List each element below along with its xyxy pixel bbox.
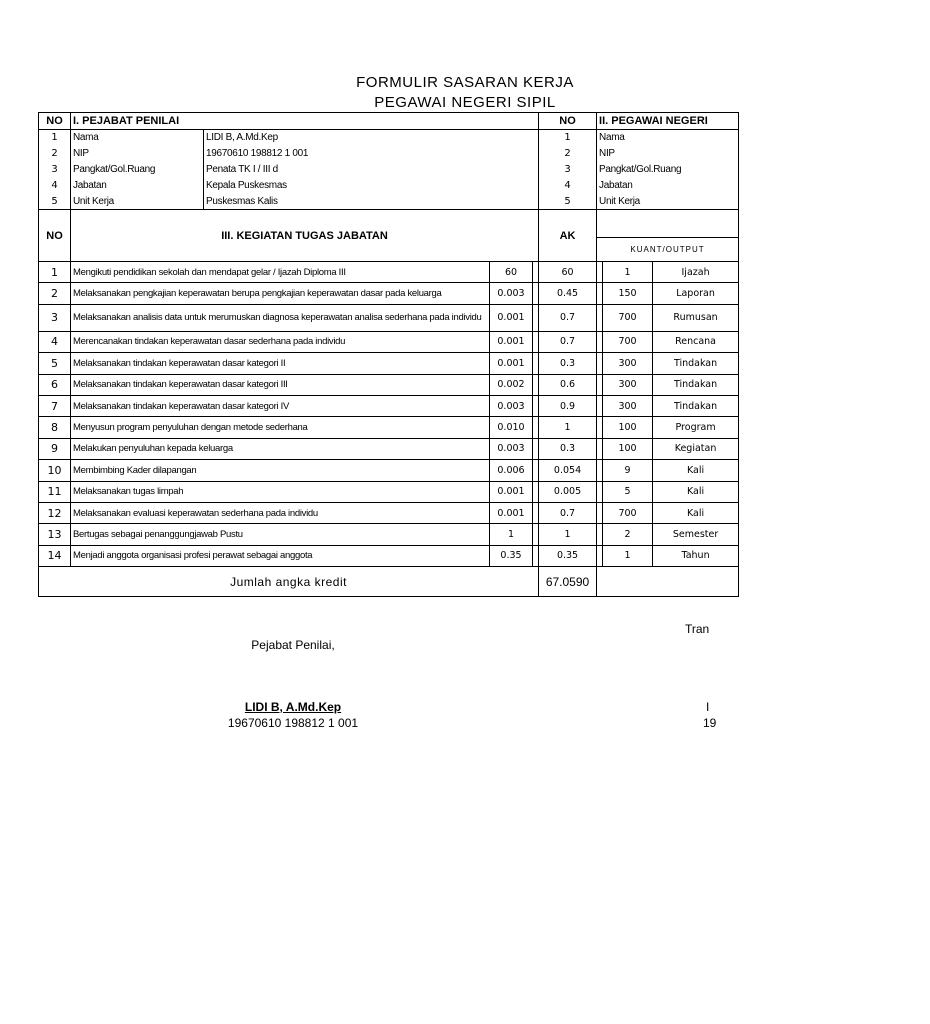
task-row bbox=[39, 304, 739, 331]
task-ak-per-unit: 0.35 bbox=[490, 545, 533, 566]
task-no: 5 bbox=[39, 353, 71, 374]
task-quantity: 2 bbox=[603, 524, 653, 545]
task-ak: 1 bbox=[539, 417, 597, 438]
penilai-label: Nama bbox=[71, 130, 204, 146]
penilai-no: 1 bbox=[39, 130, 71, 146]
pegawai-label: Pangkat/Gol.Ruang bbox=[597, 162, 739, 178]
signature-role: Pejabat Penilai, bbox=[251, 638, 335, 652]
penilai-no: 2 bbox=[39, 146, 71, 162]
pegawai-no: 2 bbox=[539, 146, 597, 162]
pegawai-no: 4 bbox=[539, 178, 597, 194]
penilai-label: Jabatan bbox=[71, 178, 204, 194]
task-description: Menyusun program penyuluhan dengan metode sederhana bbox=[71, 417, 490, 438]
task-no: 9 bbox=[39, 438, 71, 459]
task-description: Melakukan penyuluhan kepada keluarga bbox=[71, 438, 490, 459]
form-title-line1: FORMULIR SASARAN KERJA bbox=[356, 74, 574, 91]
task-output-unit: Kali bbox=[653, 460, 739, 481]
task-ak-per-unit: 0.003 bbox=[490, 438, 533, 459]
task-ak-per-unit: 1 bbox=[490, 524, 533, 545]
task-row bbox=[39, 460, 739, 481]
total-label: Jumlah angka kredit bbox=[39, 567, 539, 597]
penilai-no: 5 bbox=[39, 194, 71, 210]
pegawai-no: 1 bbox=[539, 130, 597, 146]
task-output-unit: Laporan bbox=[653, 283, 739, 304]
task-output-unit: Rumusan bbox=[653, 304, 739, 331]
task-output-unit: Program bbox=[653, 417, 739, 438]
signature-right-nip-fragment: 19 bbox=[703, 716, 717, 730]
task-row bbox=[39, 417, 739, 438]
task-no: 1 bbox=[39, 262, 71, 283]
task-quantity: 300 bbox=[603, 353, 653, 374]
task-ak: 0.6 bbox=[539, 374, 597, 395]
header-pejabat-penilai: I. PEJABAT PENILAI bbox=[71, 113, 539, 130]
task-quantity: 1 bbox=[603, 545, 653, 566]
task-no: 4 bbox=[39, 331, 71, 352]
identity-row bbox=[39, 130, 739, 146]
signature-right-name-fragment: I bbox=[706, 700, 710, 714]
penilai-no: 3 bbox=[39, 162, 71, 178]
header-pegawai: II. PEGAWAI NEGERI bbox=[597, 113, 739, 130]
task-quantity: 5 bbox=[603, 481, 653, 502]
task-output-unit: Semester bbox=[653, 524, 739, 545]
task-ak: 0.9 bbox=[539, 395, 597, 416]
task-output-unit: Tindakan bbox=[653, 395, 739, 416]
task-ak: 0.7 bbox=[539, 331, 597, 352]
pegawai-label: Jabatan bbox=[597, 178, 739, 194]
task-description: Melaksanakan tindakan keperawatan dasar kategori IV bbox=[71, 395, 490, 416]
task-ak: 0.7 bbox=[539, 304, 597, 331]
penilai-no: 4 bbox=[39, 178, 71, 194]
form-title-line2: PEGAWAI NEGERI SIPIL bbox=[374, 94, 556, 111]
task-ak: 1 bbox=[539, 524, 597, 545]
task-ak: 0.45 bbox=[539, 283, 597, 304]
task-output-unit: Kegiatan bbox=[653, 438, 739, 459]
pegawai-label: NIP bbox=[597, 146, 739, 162]
task-ak: 0.7 bbox=[539, 502, 597, 523]
task-output-unit: Kali bbox=[653, 502, 739, 523]
penilai-label: NIP bbox=[71, 146, 204, 162]
task-description: Menjadi anggota organisasi profesi perawat sebagai anggota bbox=[71, 545, 490, 566]
task-no: 7 bbox=[39, 395, 71, 416]
task-ak-per-unit: 0.002 bbox=[490, 374, 533, 395]
task-quantity: 700 bbox=[603, 331, 653, 352]
task-description: Melaksanakan evaluasi keperawatan sederhana pada individu bbox=[71, 502, 490, 523]
task-row bbox=[39, 524, 739, 545]
task-ak: 0.3 bbox=[539, 353, 597, 374]
task-quantity: 1 bbox=[603, 262, 653, 283]
penilai-value: LIDI B, A.Md.Kep bbox=[204, 130, 539, 146]
task-ak-per-unit: 0.001 bbox=[490, 502, 533, 523]
task-output-unit: Tahun bbox=[653, 545, 739, 566]
task-row bbox=[39, 262, 739, 283]
signature-right-date-fragment: Tran bbox=[685, 622, 710, 636]
task-output-unit: Kali bbox=[653, 481, 739, 502]
form-table bbox=[38, 112, 739, 597]
task-row bbox=[39, 481, 739, 502]
task-row bbox=[39, 283, 739, 304]
task-output-unit: Rencana bbox=[653, 331, 739, 352]
signature-name: LIDI B, A.Md.Kep bbox=[244, 700, 342, 714]
header-no: NO bbox=[39, 113, 71, 130]
identity-row bbox=[39, 146, 739, 162]
task-description: Melaksanakan pengkajian keperawatan berupa pengkajian keperawatan dasar pada keluarga bbox=[71, 283, 490, 304]
task-ak-per-unit: 0.006 bbox=[490, 460, 533, 481]
task-row bbox=[39, 374, 739, 395]
task-row bbox=[39, 331, 739, 352]
task-description: Mengikuti pendidikan sekolah dan mendapat gelar / Ijazah Diploma III bbox=[71, 262, 490, 283]
identity-row bbox=[39, 194, 739, 210]
task-description: Merencanakan tindakan keperawatan dasar sederhana pada individu bbox=[71, 331, 490, 352]
task-ak: 0.005 bbox=[539, 481, 597, 502]
pegawai-label: Unit Kerja bbox=[597, 194, 739, 210]
task-output-unit: Tindakan bbox=[653, 374, 739, 395]
task-no: 14 bbox=[39, 545, 71, 566]
task-row bbox=[39, 545, 739, 566]
section3-no: NO bbox=[39, 210, 71, 262]
task-row bbox=[39, 395, 739, 416]
task-no: 2 bbox=[39, 283, 71, 304]
task-description: Membimbing Kader dilapangan bbox=[71, 460, 490, 481]
penilai-label: Pangkat/Gol.Ruang bbox=[71, 162, 204, 178]
section3-kuant-spacer bbox=[597, 210, 739, 238]
section3-header-row bbox=[39, 210, 739, 238]
task-row bbox=[39, 438, 739, 459]
pegawai-label: Nama bbox=[597, 130, 739, 146]
task-no: 12 bbox=[39, 502, 71, 523]
task-row bbox=[39, 502, 739, 523]
task-ak: 0.3 bbox=[539, 438, 597, 459]
task-quantity: 150 bbox=[603, 283, 653, 304]
penilai-value: Penata TK I / III d bbox=[204, 162, 539, 178]
task-ak-per-unit: 0.001 bbox=[490, 481, 533, 502]
task-ak-per-unit: 0.003 bbox=[490, 283, 533, 304]
total-value: 67.0590 bbox=[539, 567, 597, 597]
penilai-value: Puskesmas Kalis bbox=[204, 194, 539, 210]
signature-nip: 19670610 198812 1 001 bbox=[227, 716, 359, 730]
task-no: 13 bbox=[39, 524, 71, 545]
task-output-unit: Tindakan bbox=[653, 353, 739, 374]
task-quantity: 9 bbox=[603, 460, 653, 481]
header-row bbox=[39, 113, 739, 130]
penilai-label: Unit Kerja bbox=[71, 194, 204, 210]
task-ak: 0.35 bbox=[539, 545, 597, 566]
task-description: Melaksanakan tugas limpah bbox=[71, 481, 490, 502]
task-row bbox=[39, 353, 739, 374]
task-output-unit: Ijazah bbox=[653, 262, 739, 283]
task-ak-per-unit: 0.001 bbox=[490, 331, 533, 352]
pegawai-no: 5 bbox=[539, 194, 597, 210]
task-ak-per-unit: 0.001 bbox=[490, 353, 533, 374]
task-ak: 0.054 bbox=[539, 460, 597, 481]
task-quantity: 300 bbox=[603, 395, 653, 416]
task-ak-per-unit: 0.010 bbox=[490, 417, 533, 438]
penilai-value: 19670610 198812 1 001 bbox=[204, 146, 539, 162]
identity-row bbox=[39, 162, 739, 178]
task-quantity: 100 bbox=[603, 417, 653, 438]
task-quantity: 700 bbox=[603, 502, 653, 523]
task-quantity: 100 bbox=[603, 438, 653, 459]
header-no-2: NO bbox=[539, 113, 597, 130]
task-description: Melaksanakan tindakan keperawatan dasar kategori III bbox=[71, 374, 490, 395]
task-description: Melaksanakan analisis data untuk merumuskan diagnosa keperawatan analisa sederhana pada individu bbox=[71, 304, 490, 331]
task-ak-per-unit: 0.001 bbox=[490, 304, 533, 331]
task-description: Bertugas sebagai penanggungjawab Pustu bbox=[71, 524, 490, 545]
task-no: 6 bbox=[39, 374, 71, 395]
task-quantity: 700 bbox=[603, 304, 653, 331]
section3-title: III. KEGIATAN TUGAS JABATAN bbox=[71, 210, 539, 262]
task-description: Melaksanakan tindakan keperawatan dasar kategori II bbox=[71, 353, 490, 374]
section3-kuant-output: KUANT/OUTPUT bbox=[597, 238, 739, 262]
total-row bbox=[39, 567, 739, 597]
pegawai-no: 3 bbox=[539, 162, 597, 178]
task-ak: 60 bbox=[539, 262, 597, 283]
task-ak-per-unit: 0.003 bbox=[490, 395, 533, 416]
task-ak-per-unit: 60 bbox=[490, 262, 533, 283]
section3-ak: AK bbox=[539, 210, 597, 262]
task-quantity: 300 bbox=[603, 374, 653, 395]
task-no: 8 bbox=[39, 417, 71, 438]
task-no: 11 bbox=[39, 481, 71, 502]
penilai-value: Kepala Puskesmas bbox=[204, 178, 539, 194]
task-no: 3 bbox=[39, 304, 71, 331]
total-empty bbox=[597, 567, 739, 597]
identity-row bbox=[39, 178, 739, 194]
task-no: 10 bbox=[39, 460, 71, 481]
